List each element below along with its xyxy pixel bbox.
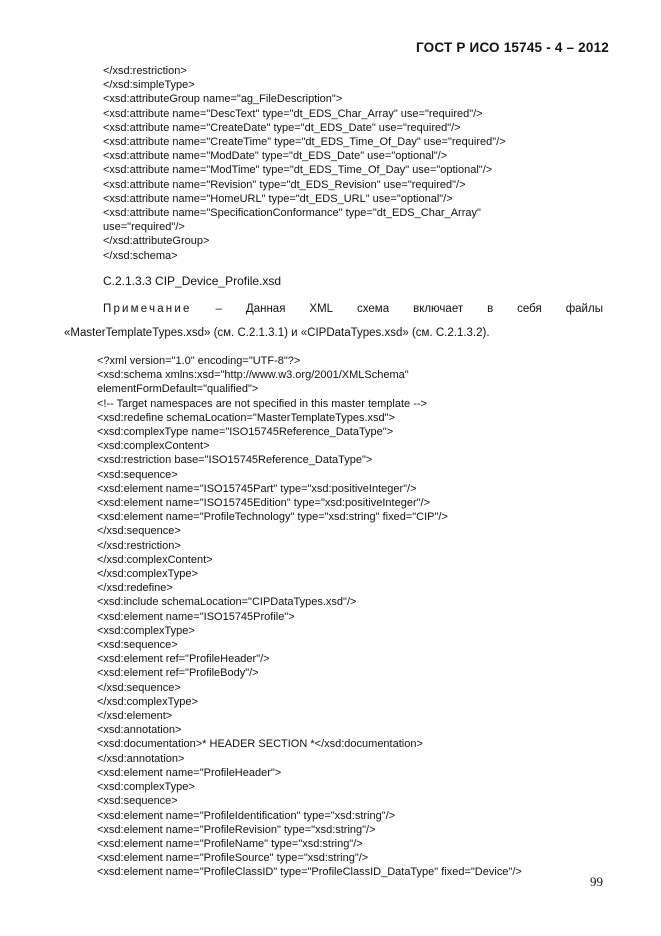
note-word: – <box>215 303 222 315</box>
note-word: Данная <box>245 303 286 315</box>
code-line: <xsd:element ref="ProfileBody"/> <box>97 667 259 680</box>
note-word: себя <box>517 303 542 315</box>
code-line: <?xml version="1.0" encoding="UTF-8"?> <box>97 355 301 367</box>
note-label: Примечание <box>103 303 192 315</box>
code-line: <xsd:sequence> <box>97 795 178 808</box>
code-line: </xsd:complexContent> <box>97 553 213 566</box>
code-line: </xsd:schema> <box>103 249 178 262</box>
code-line: <xsd:include schemaLocation="CIPDataTypes.xsd"/> <box>97 596 357 609</box>
code-line: <xsd:sequence> <box>97 468 178 481</box>
code-line: <xsd:restriction base="ISO15745Reference_DataType"> <box>97 454 373 467</box>
code-line: <xsd:element name="ProfileSource" type="xsd:string"/> <box>97 852 369 865</box>
code-line: <xsd:attribute name="ModDate" type="dt_EDS_Date" use="optional"/> <box>103 150 448 163</box>
note-paragraph <box>64 302 603 340</box>
note-word: схема <box>357 303 390 315</box>
code-line: <xsd:element name="ISO15745Part" type="xsd:positiveInteger"/> <box>97 482 417 495</box>
code-line: <xsd:complexContent> <box>97 440 210 453</box>
code-line: <!-- Target namespaces are not specified in this master template --> <box>97 397 427 410</box>
code-line: <xsd:attribute name="SpecificationConformance" type="dt_EDS_Char_Array" <box>103 207 481 220</box>
code-line: <xsd:redefine schemaLocation="MasterTemplateTypes.xsd"> <box>97 411 395 424</box>
code-line: <xsd:element name="ProfileTechnology" type="xsd:string" fixed="CIP"/> <box>97 511 448 524</box>
code-line: </xsd:redefine> <box>97 582 173 595</box>
code-line: </xsd:restriction> <box>103 65 187 77</box>
code-line: <xsd:element name="ProfileIdentification" type="xsd:string"/> <box>97 809 396 822</box>
code-line: <xsd:complexType name="ISO15745Reference_DataType"> <box>97 426 394 439</box>
section-heading: C.2.1.3.3 CIP_Device_Profile.xsd <box>103 274 282 288</box>
note-continuation: «MasterTemplateTypes.xsd» (см. C.2.1.3.1) и «CIPDataTypes.xsd» (см. C.2.1.3.2). <box>64 327 490 339</box>
code-line: <xsd:attribute name="CreateTime" type="dt_EDS_Time_Of_Day" use="required"/> <box>103 136 506 149</box>
code-line: </xsd:complexType> <box>97 568 198 581</box>
code-line: <xsd:attribute name="HomeURL" type="dt_EDS_URL" use="optional"/> <box>103 192 453 205</box>
note-word: файлы <box>565 303 603 315</box>
code-block-schema-end <box>103 64 506 263</box>
code-line: </xsd:annotation> <box>97 752 185 765</box>
code-line: </xsd:attributeGroup> <box>103 235 210 248</box>
code-line: <xsd:annotation> <box>97 724 182 737</box>
code-line: </xsd:simpleType> <box>103 79 195 92</box>
code-line: <xsd:element name="ProfileName" type="xsd:string"/> <box>97 837 363 850</box>
code-line: <xsd:attribute name="CreateDate" type="dt_EDS_Date" use="required"/> <box>103 121 461 134</box>
code-line: <xsd:schema xmlns:xsd="http://www.w3.org/2001/XMLSchema" <box>97 369 409 382</box>
note-word: включает <box>413 303 464 315</box>
code-line: <xsd:element name="ISO15745Edition" type="xsd:positiveInteger"/> <box>97 497 430 510</box>
code-line: <xsd:element name="ProfileRevision" type="xsd:string"/> <box>97 823 376 836</box>
code-line: <xsd:element name="ProfileClassID" type="ProfileClassID_DataType" fixed="Device"/> <box>97 866 522 879</box>
code-line: <xsd:sequence> <box>97 639 178 652</box>
code-line: </xsd:element> <box>97 710 173 723</box>
code-line: </xsd:restriction> <box>97 539 181 552</box>
note-word: в <box>487 303 494 315</box>
page-header: ГОСТ Р ИСО 15745 - 4 – 2012 <box>416 40 609 55</box>
note-word: XML <box>309 303 334 315</box>
code-line: <xsd:attribute name="Revision" type="dt_EDS_Revision" use="required"/> <box>103 178 466 191</box>
code-line: </xsd:sequence> <box>97 681 181 694</box>
code-line: </xsd:sequence> <box>97 525 181 538</box>
code-line: <xsd:attribute name="DescText" type="dt_EDS_Char_Array" use="required"/> <box>103 107 483 120</box>
note-first-line <box>103 302 603 316</box>
code-block-device-profile <box>97 354 522 880</box>
code-line: <xsd:complexType> <box>97 624 195 637</box>
code-line: <xsd:element ref="ProfileHeader"/> <box>97 653 270 666</box>
page-number: 99 <box>590 874 603 889</box>
code-line: <xsd:attribute name="ModTime" type="dt_EDS_Time_Of_Day" use="optional"/> <box>103 164 493 177</box>
code-line: <xsd:documentation>* HEADER SECTION *</xsd:documentation> <box>97 738 423 751</box>
code-line: <xsd:element name="ISO15745Profile"> <box>97 610 295 623</box>
code-line: <xsd:attributeGroup name="ag_FileDescription"> <box>103 93 343 106</box>
code-line: use="required"/> <box>103 221 185 234</box>
code-line: elementFormDefault="qualified"> <box>97 383 259 396</box>
code-line: <xsd:complexType> <box>97 781 195 794</box>
code-line: </xsd:complexType> <box>97 695 198 708</box>
code-line: <xsd:element name="ProfileHeader"> <box>97 766 282 779</box>
